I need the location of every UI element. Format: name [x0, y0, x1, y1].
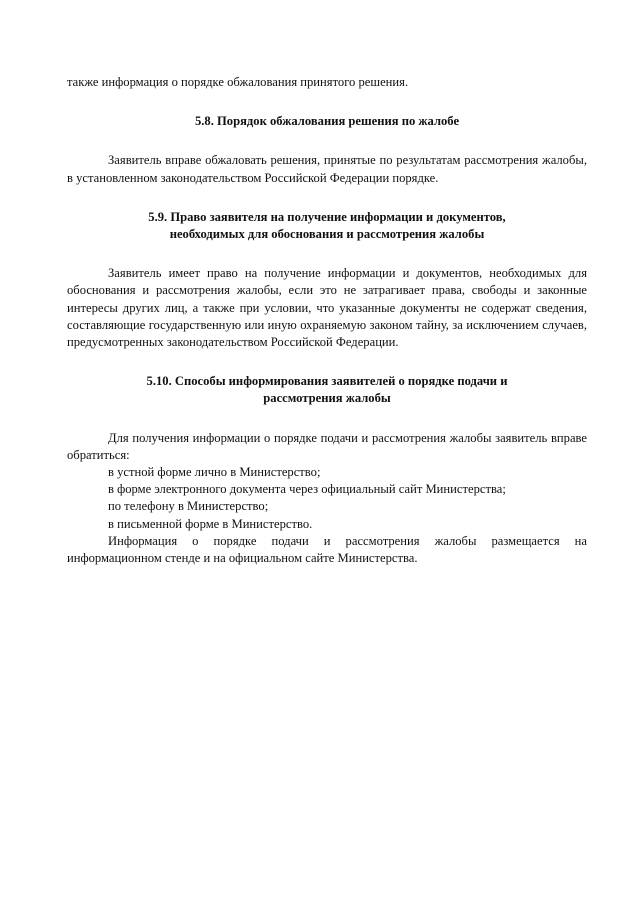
- contact-method-item: в устной форме лично в Министерство;: [108, 465, 321, 480]
- section-5-8-paragraph: Заявитель вправе обжаловать решения, принятые по результатам рассмотрения жалобы, в установленном законодательством Российской Федерации порядке.: [67, 153, 587, 185]
- contact-method-item: в письменной форме в Министерство.: [108, 516, 313, 531]
- intro-tail-text: также информация о порядке обжалования принятого решения.: [67, 75, 409, 89]
- section-5-9-heading-line1: 5.9. Право заявителя на получение информации и документов,: [148, 209, 506, 224]
- section-5-9-heading: [67, 209, 587, 243]
- section-5-10-intro-paragraph: Для получения информации о порядке подачи и рассмотрения жалобы заявитель вправе обратиться:: [67, 430, 587, 462]
- section-5-8-heading: [67, 113, 587, 130]
- section-5-10-heading: [67, 373, 587, 407]
- section-5-10-final-paragraph: Информация о порядке подачи и рассмотрения жалобы размещается на информационном стенде и на официальном сайте Министерства.: [67, 533, 587, 566]
- section-5-10-heading-line1: 5.10. Способы информирования заявителей о порядке подачи и: [146, 374, 508, 389]
- contact-method-item: в форме электронного документа через официальный сайт Министерства;: [108, 482, 506, 497]
- contact-method-item: по телефону в Министерство;: [108, 499, 269, 514]
- section-5-9-heading-line2: необходимых для обоснования и рассмотрения жалобы: [169, 227, 485, 242]
- document-page: [67, 74, 587, 567]
- section-5-8-heading-text: 5.8. Порядок обжалования решения по жалобе: [194, 114, 460, 129]
- section-5-10-heading-line2: рассмотрения жалобы: [263, 391, 391, 406]
- section-5-9-paragraph: Заявитель имеет право на получение информации и документов, необходимых для обоснования и рассмотрения жалобы, если это не затрагивает права, свободы и законные интересы других лиц, а также при условии, что указанные документы не содержат сведения, составляющие государственную или иную охраняемую законом тайну, за исключением случаев, предусмотренных законодательством Российской Федерации.: [67, 266, 587, 350]
